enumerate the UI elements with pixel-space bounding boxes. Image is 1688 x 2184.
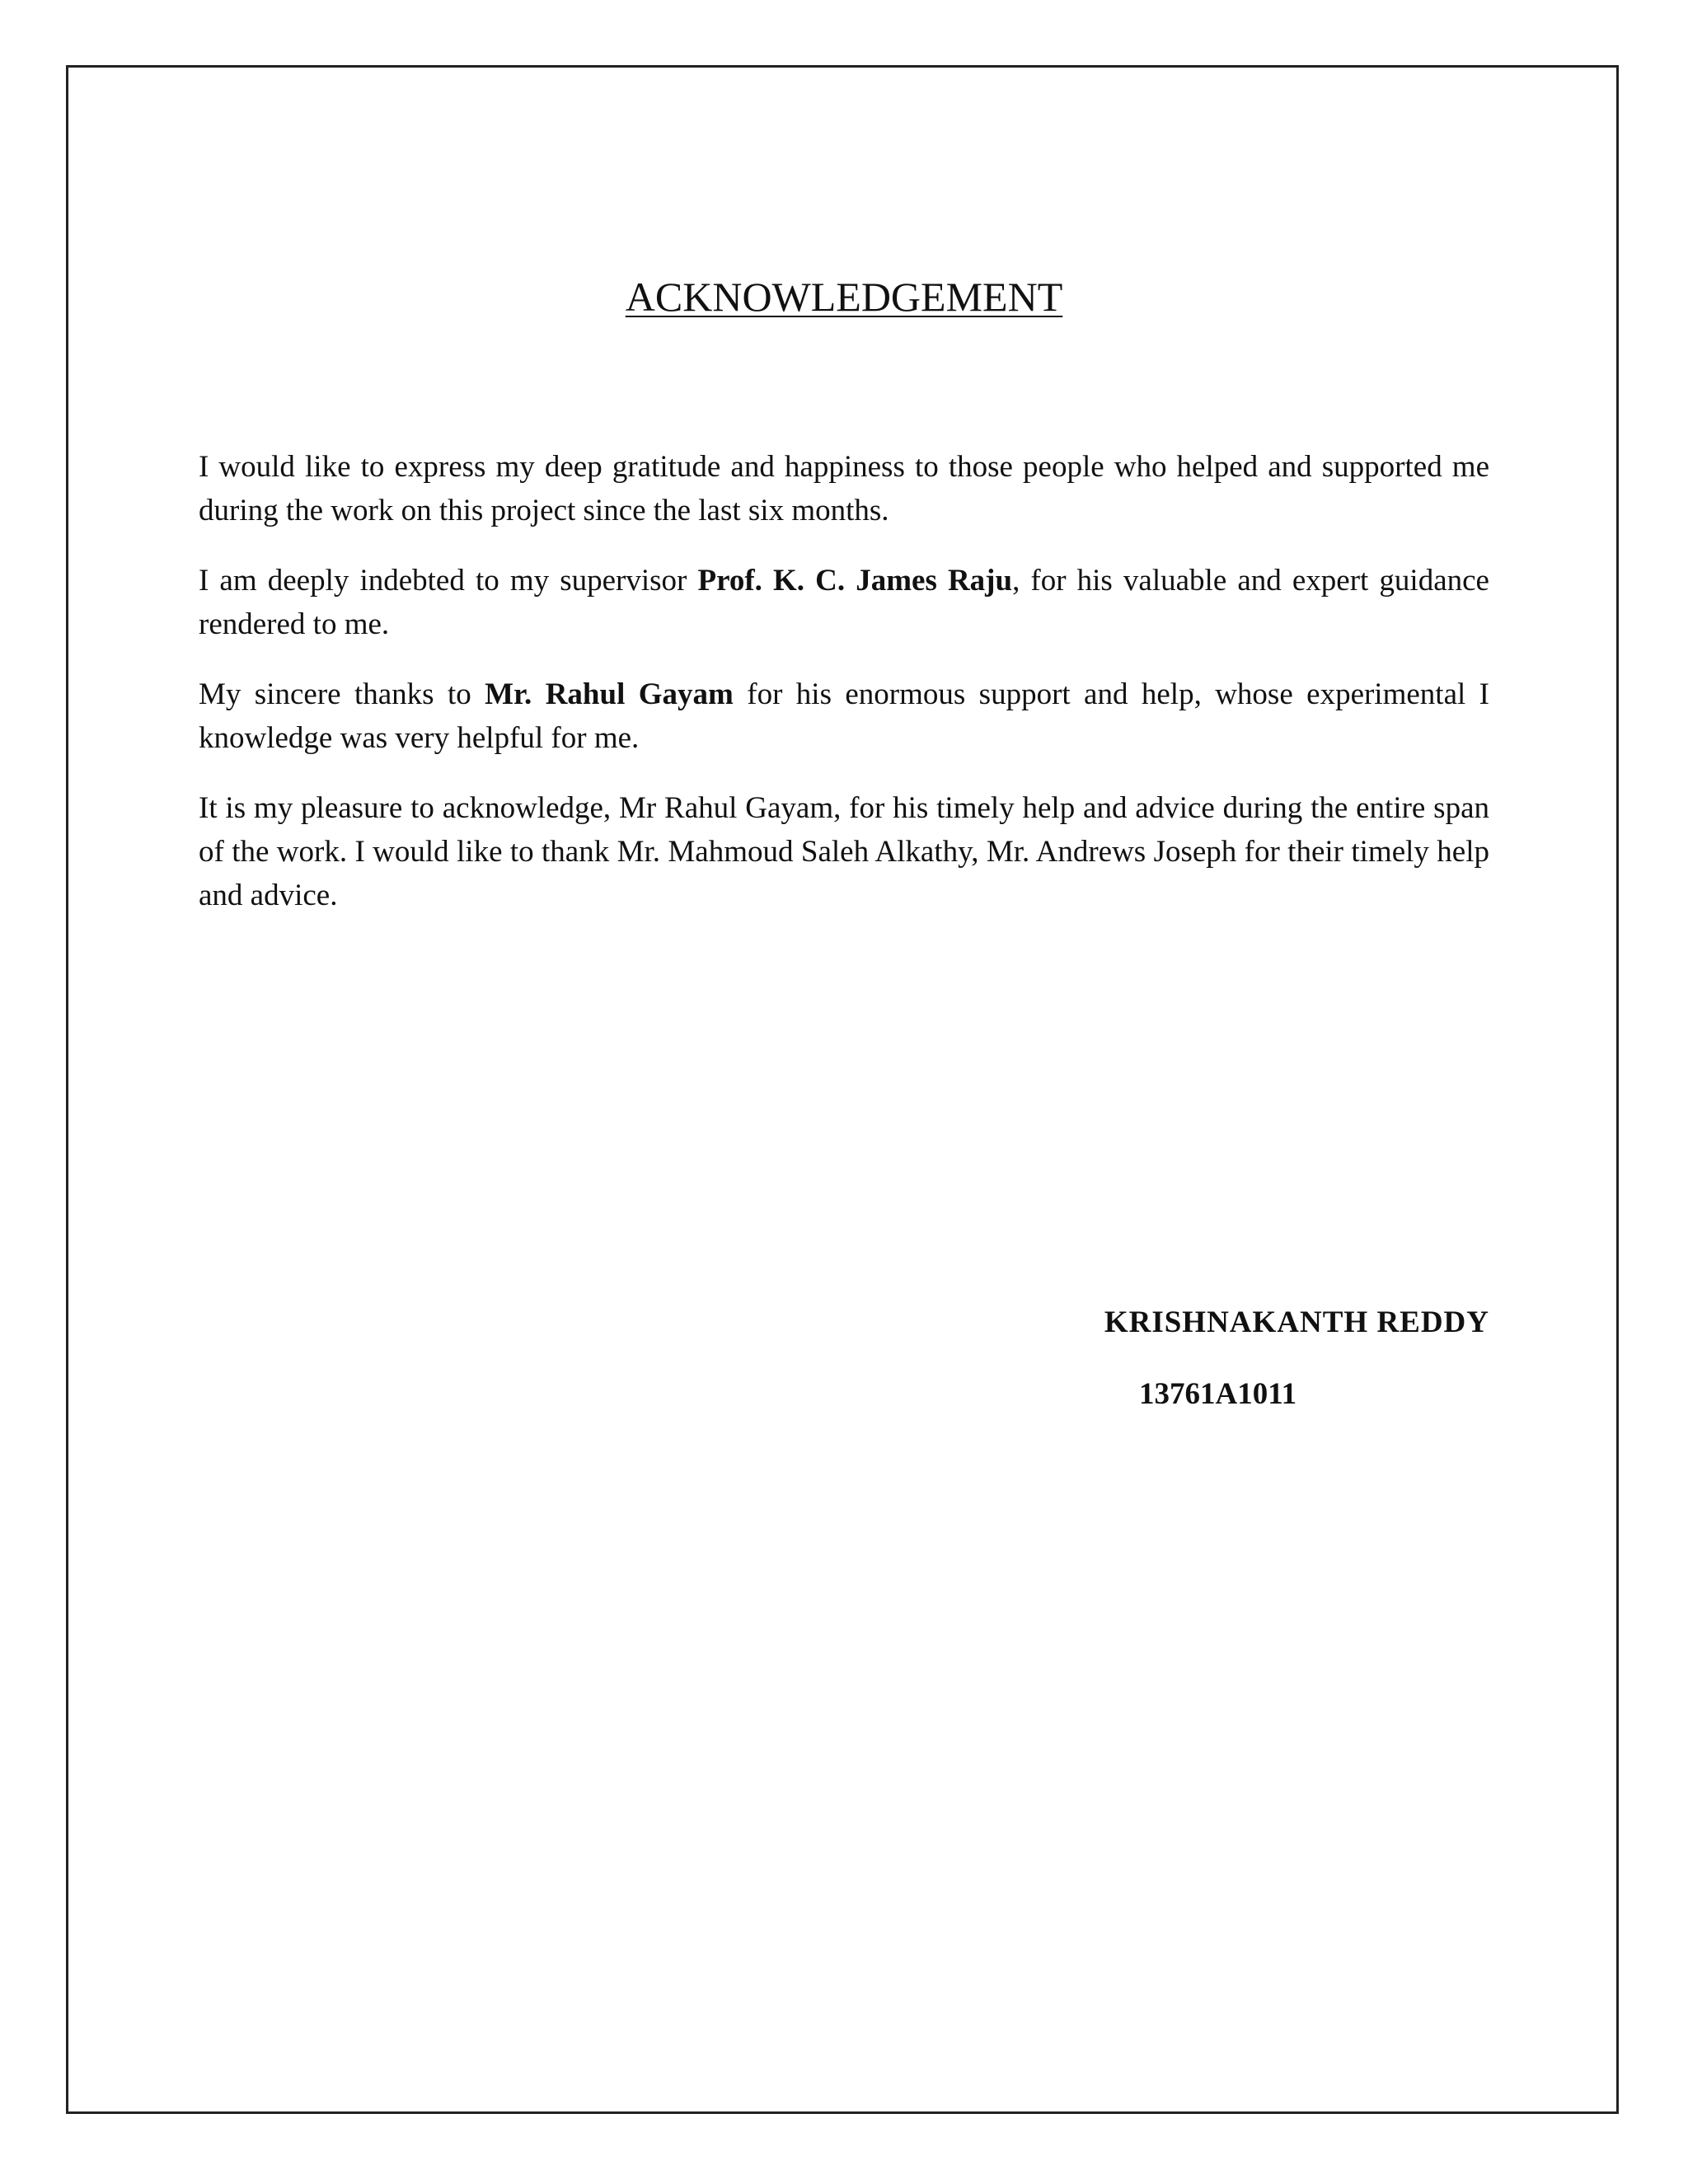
page-title: ACKNOWLEDGEMENT	[625, 274, 1063, 320]
signature-name: KRISHNAKANTH REDDY	[1104, 1305, 1489, 1339]
paragraph-4	[199, 786, 1489, 917]
paragraph-3-text-a: My sincere thanks to	[199, 677, 485, 711]
paragraph-2-text-a: I am deeply indebted to my supervisor	[199, 564, 698, 598]
paragraph-3-text-b: for his enormous support and help, whose experimental I knowledge was very helpful for me.	[199, 677, 1489, 755]
paragraph-4-text: It is my pleasure to acknowledge, Mr Rahul Gayam, for his timely help and advice during the entire span of the work. I would like to thank Mr. Mahmoud Saleh Alkathy, Mr. Andrews Joseph for their timely help and advice.	[199, 791, 1489, 912]
paragraph-2-text-b: , for his valuable and expert guidance rendered to me.	[199, 564, 1489, 641]
paragraph-3	[199, 673, 1489, 760]
mentor-name: Mr. Rahul Gayam	[485, 677, 734, 711]
paragraph-1	[199, 445, 1489, 532]
paragraph-1-text: I would like to express my deep gratitude and happiness to those people who helped and supported me during the work on this project since the last six months.	[199, 450, 1489, 527]
paragraph-2	[199, 559, 1489, 646]
page-border	[66, 65, 1619, 2114]
acknowledgement-body	[199, 445, 1489, 944]
signature-id: 13761A1011	[1139, 1377, 1297, 1411]
supervisor-name: Prof. K. C. James Raju	[697, 564, 1013, 598]
